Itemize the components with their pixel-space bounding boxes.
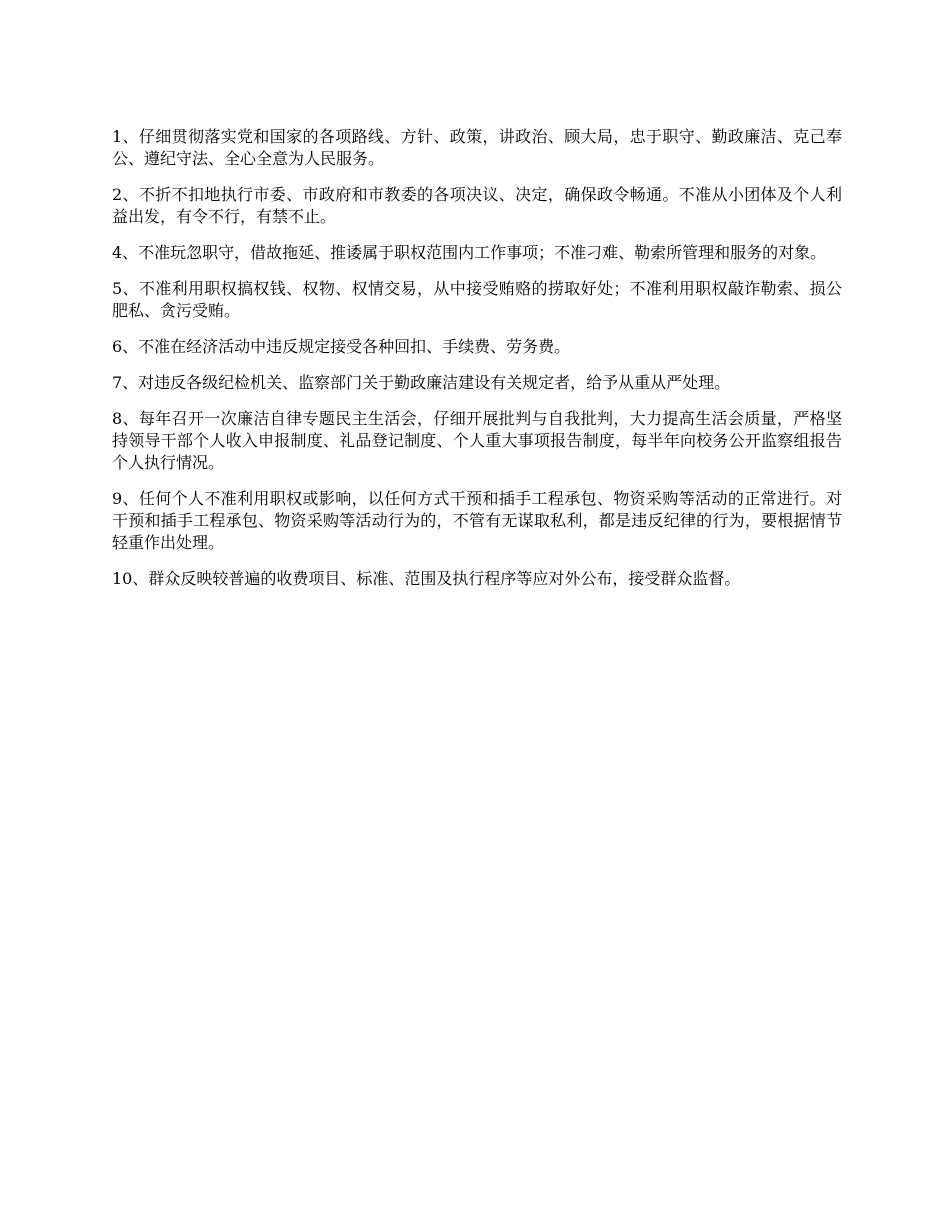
paragraph-8: 8、每年召开一次廉洁自律专题民主生活会，仔细开展批判与自我批判，大力提高生活会质量，严格坚持领导干部个人收入申报制度、礼品登记制度、个人重大事项报告制度，每半年向校务公开监察组报告个人执行情况。 (112, 409, 842, 472)
paragraph-5: 5、不准利用职权搞权钱、权物、权情交易，从中接受贿赂的捞取好处；不准利用职权敲诈勒索、损公肥私、贪污受贿。 (112, 279, 842, 320)
paragraph-4: 4、不准玩忽职守，借故拖延、推诿属于职权范围内工作事项；不准刁难、勒索所管理和服务的对象。 (112, 243, 827, 262)
paragraph-9: 9、任何个人不准利用职权或影响，以任何方式干预和插手工程承包、物资采购等活动的正常进行。对干预和插手工程承包、物资采购等活动行为的，不管有无谋取私利，都是违反纪律的行为，要根据情节轻重作出处理。 (112, 489, 842, 552)
paragraph-1: 1、仔细贯彻落实党和国家的各项路线、方针、政策，讲政治、顾大局，忠于职守、勤政廉洁、克己奉公、遵纪守法、全心全意为人民服务。 (112, 127, 842, 168)
paragraph-2: 2、不折不扣地执行市委、市政府和市教委的各项决议、决定，确保政令畅通。不准从小团体及个人利益出发，有令不行，有禁不止。 (112, 185, 842, 226)
paragraph-6: 6、不准在经济活动中违反规定接受各种回扣、手续费、劳务费。 (112, 337, 571, 356)
paragraph-7: 7、对违反各级纪检机关、监察部门关于勤政廉洁建设有关规定者，给予从重从严处理。 (112, 373, 731, 392)
paragraph-10: 10、群众反映较普遍的收费项目、标准、范围及执行程序等应对外公布，接受群众监督。 (112, 569, 741, 588)
document-body (112, 126, 842, 604)
